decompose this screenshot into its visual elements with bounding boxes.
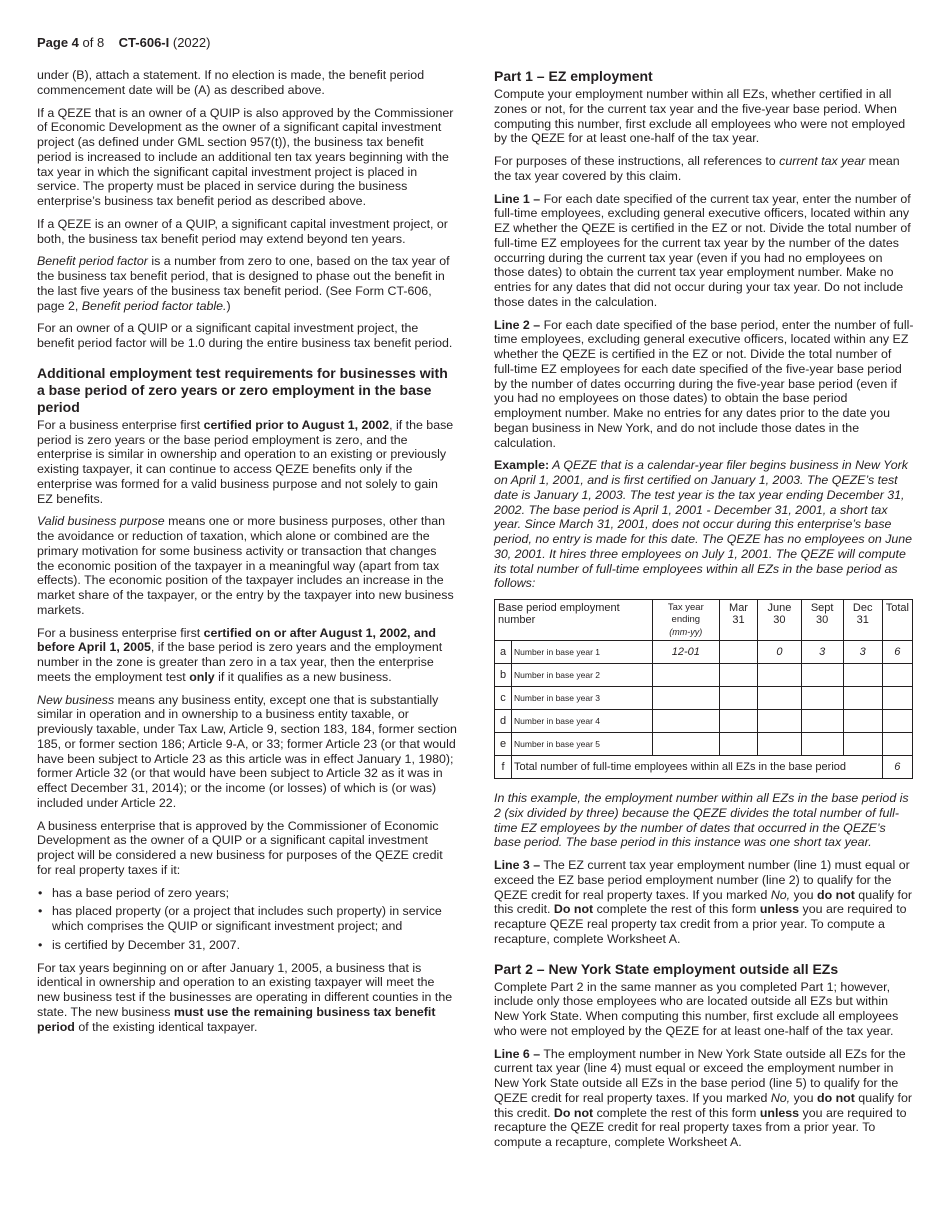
row-letter: f: [495, 756, 512, 779]
text: of the existing identical taxpayer.: [74, 1019, 258, 1034]
cell-dec: [843, 733, 882, 756]
cell-jun: [758, 710, 801, 733]
col-header-tax-year: [652, 600, 719, 641]
paragraph: [494, 858, 914, 947]
bold-text: unless: [759, 1105, 800, 1120]
section-heading: [37, 365, 457, 416]
row-total: 6: [882, 756, 912, 779]
paragraph: [494, 192, 914, 310]
bold-text: Example:: [494, 458, 550, 473]
cell-total: 6: [882, 641, 912, 664]
bold-text: certified prior to August 1, 2002: [203, 417, 390, 432]
form-year: (2022): [169, 35, 211, 50]
cell-mar: [719, 664, 757, 687]
paragraph: [37, 418, 457, 507]
cell-jun: [758, 664, 801, 687]
text: If a QEZE that is an owner of a QUIP is also approved by the Commissioner of Economic Development as the owner of a significant capital investment project (as defined under GML section 957(t)), the business tax benefit period is increased to include an additional ten tax years beginning with the tax year in which the significant capital investment project is placed in service. The property must be placed in service during the business enterprise’s business tax benefit period as described above.: [37, 105, 454, 208]
bold-text: must use the remaining business tax benefit period: [37, 1004, 436, 1034]
table-row: [495, 733, 913, 756]
text: The EZ current tax year employment number (line 1) must equal or exceed the EZ base period employment number (line 2) to qualify for the QEZE credit for real property taxes. If you marked: [494, 858, 910, 902]
table-row: [495, 641, 913, 664]
page-number: Page 4: [37, 35, 79, 50]
paragraph: [37, 514, 457, 617]
paragraph: [494, 87, 914, 146]
text: complete the rest of this form: [593, 902, 760, 917]
row-letter: a: [495, 641, 512, 664]
paragraph: [37, 961, 457, 1035]
paragraph: [37, 106, 457, 209]
cell-tax-year: [652, 733, 719, 756]
col-header-sep: Sept 30: [801, 600, 843, 641]
bold-text: Line 6 –: [494, 1046, 541, 1061]
bullet-item: • is certified by December 31, 2007.: [37, 938, 457, 953]
text: ): [226, 298, 231, 313]
text: complete the rest of this form: [593, 1105, 760, 1120]
text: Compute your employment number within all EZs, whether certified in all zones or not, for the current tax year and the five-year base period. When computing this number, first exclude all employees who were not employed by the QEZE for at least one-half of the tax year.: [494, 87, 906, 146]
cell-jun: 0: [758, 641, 801, 664]
paragraph: [37, 217, 457, 247]
bullet-item: • has a base period of zero years;: [37, 886, 457, 901]
table-row: [495, 664, 913, 687]
text: means one or more business purposes, other than the avoidance or reduction of taxation, which alone or combined are the primary motivation for some business activity or transaction that changes the economic position of the taxpayer in a meaningful way (apart from tax effects). The economic position of the taxpayer includes an increase in the market share of the taxpayer, or the entry by the taxpayer into new business markets.: [37, 514, 454, 617]
text: , if the base period is zero years and the employment number in the zone is greater than zero in a tax year, then the enterprise meets the employment test: [37, 640, 443, 684]
paragraph: [37, 626, 457, 685]
text: mean the tax year covered by this claim.: [494, 154, 900, 183]
row-label: Number in base year 1: [512, 641, 653, 664]
cell-tax-year: [652, 664, 719, 687]
table-row: [495, 710, 913, 733]
text: For purposes of these instructions, all references to: [494, 154, 780, 168]
text: For tax years beginning on or after January 1, 2005, a business that is identical in ownership and operation to an existing taxpayer will meet the new business test if the businesses are operating in different counties in the state. The new business: [37, 960, 453, 1019]
italic-text: A QEZE that is a calendar-year filer begins business in New York on April 1, 2001, and is first certified on January 1, 2003. The QEZE’s test date is January 1, 2003. The test year is the tax year ending December 31, 2002. The base period is April 1, 2001 - December 31, 2001, a short tax year. Since March 31, 2001, does not occur during this enterprise’s base period, no entry is made for this date. The QEZE has no employees on June 30, 2001. It hires three employees on July 1, 2001. The QEZE will compute its total number of full-time employees within all EZs in the base period as follows:: [494, 458, 913, 591]
cell-total: [882, 664, 912, 687]
paragraph: [494, 980, 914, 1039]
cell-dec: [843, 664, 882, 687]
italic-text: Benefit period factor table.: [81, 298, 227, 313]
table-header-row: [495, 600, 913, 641]
cell-total: [882, 687, 912, 710]
text: For an owner of a QUIP or a significant capital investment project, the benefit period factor will be 1.0 during the entire business tax benefit period.: [37, 321, 453, 350]
italic-text: No,: [770, 887, 791, 902]
table-total-row: [495, 756, 913, 779]
row-label: Number in base year 3: [512, 687, 653, 710]
italic-text: current tax year: [779, 154, 866, 168]
bold-text: Line 2 –: [494, 317, 541, 332]
text: Part 1 – EZ employment: [494, 68, 653, 84]
row-label: Number in base year 4: [512, 710, 653, 733]
text: if it qualifies as a new business.: [214, 669, 392, 684]
tax-year-format: (mm-yy): [669, 627, 703, 637]
text: For each date specified of the base period, enter the number of full-time employees, excluding general executive officers, located within any EZ whether the QEZE is certified in the EZ or not. Divide the total number of full-time EZ employees for each date specified of the five-year base period by the number of dates occurring during the five-year base period (even if you had no employees on those dates) to obtain the base period employment number. Make no entries for any dates prior to the date you began business in New York, and do not include those dates in the calculation.: [494, 317, 914, 450]
cell-sep: [801, 710, 843, 733]
cell-sep: [801, 733, 843, 756]
paragraph: [494, 154, 914, 184]
paragraph: [494, 458, 914, 591]
col-header-mar: Mar 31: [719, 600, 757, 641]
form-number: CT-606-I: [118, 35, 170, 50]
cell-mar: [719, 687, 757, 710]
bold-text: certified on or after August 1, 2002, and before April 1, 2005: [37, 625, 436, 655]
row-label: Total number of full-time employees within all EZs in the base period: [512, 756, 883, 779]
text: means any business entity, except one that is substantially similar in operation and in ownership to a business entity taxable, or previously taxable, under Tax Law, Article 9, section 183, 184, former section 185, or former section 186; Article 9-A, or 33; former Article 23 (or that would have been subject to Article 23 as this article was in effect January 1, 1980); former Article 32 (or that would have been subject to Article 32 as it was in effect December 31, 2014); or the income (or losses) of which is (or was) included under Article 22.: [37, 692, 457, 810]
cell-total: [882, 733, 912, 756]
cell-dec: [843, 687, 882, 710]
row-letter: c: [495, 687, 512, 710]
tax-year-label: Tax year ending: [667, 602, 704, 625]
cell-total: [882, 710, 912, 733]
section-heading: [494, 68, 914, 85]
paragraph: [37, 693, 457, 811]
cell-jun: [758, 733, 801, 756]
table-row: [495, 687, 913, 710]
base-period-employment-table: [494, 599, 913, 779]
row-letter: e: [495, 733, 512, 756]
col-header-jun: June 30: [758, 600, 801, 641]
row-label: Number in base year 2: [512, 664, 653, 687]
cell-dec: 3: [843, 641, 882, 664]
cell-sep: [801, 664, 843, 687]
text: qualify for this credit.: [494, 1090, 913, 1120]
bold-text: Do not: [553, 902, 594, 917]
bold-text: do not: [817, 887, 855, 902]
text: For a business enterprise first: [37, 625, 204, 640]
cell-mar: [719, 641, 757, 664]
bold-text: Line 3 –: [494, 858, 541, 872]
cell-sep: 3: [801, 641, 843, 664]
text: For each date specified of the current tax year, enter the number of full-time employees, excluding general executive officers, located within any EZ whether the QEZE is certified in the EZ or not. Divide the total number of full-time EZ employees for the current tax year by the number of the dates occurring during the current tax year (even if you had no employees on those dates) to obtain the current tax year employment number. Make no entries for any dates that did not occur during your tax year. Do not include those dates in the calculation.: [494, 191, 911, 309]
bold-text: unless: [759, 902, 800, 917]
cell-dec: [843, 710, 882, 733]
text: If a QEZE is an owner of a QUIP, a significant capital investment project, or both, the business tax benefit period may extend beyond ten years.: [37, 216, 448, 246]
paragraph: [494, 318, 914, 451]
bullet-list: [37, 886, 457, 953]
col-header-dec: Dec 31: [843, 600, 882, 641]
text: A business enterprise that is approved by the Commissioner of Economic Development as the owner of a QUIP or a significant capital investment project will be considered a new business for purposes of the QEZE credit for real property taxes if it:: [37, 818, 443, 877]
text: Additional employment test requirements for businesses with a base period of zero years or zero employment in the base period: [37, 364, 448, 415]
italic-text: In this example, the employment number within all EZs in the base period is 2 (six divided by three) because the QEZE divides the total number of full-time EZ employees by the number of dates that occurred in the QEZE’s base period. The base period in this instance was one short tax year.: [494, 791, 909, 850]
right-column-top: [494, 68, 914, 591]
bold-text: only: [189, 669, 215, 684]
paragraph: [37, 68, 457, 98]
row-label: Number in base year 5: [512, 733, 653, 756]
paragraph: [37, 254, 457, 313]
text: you: [790, 1090, 818, 1105]
text: For a business enterprise first: [37, 417, 204, 432]
text: you are required to recapture the QEZE credit for real property taxes from a prior year. To compute a recapture, complete Worksheet A.: [494, 1105, 907, 1149]
paragraph: [494, 791, 914, 850]
cell-sep: [801, 687, 843, 710]
italic-text: Benefit period factor: [37, 254, 148, 269]
text: The employment number in New York State outside all EZs for the current tax year (line 4) must equal or exceed the employment number in New York State outside all EZs in the base period (line 5) to qualify for the QEZE credit for real property taxes. If you marked: [494, 1046, 906, 1105]
col-header-total: Total: [882, 600, 912, 641]
text: under (B), attach a statement. If no election is made, the benefit period commencement date will be (A) as described above.: [37, 68, 425, 97]
paragraph: [37, 819, 457, 878]
right-column-bottom: [494, 791, 914, 1150]
text: you: [790, 887, 818, 902]
text: Part 2 – New York State employment outside all EZs: [494, 960, 839, 977]
section-heading: [494, 961, 914, 978]
row-letter: b: [495, 664, 512, 687]
paragraph: [494, 1047, 914, 1150]
text: Complete Part 2 in the same manner as you completed Part 1; however, include only those employees who are located outside all EZs but within New York State. When computing this number, first exclude all employees who were not employed by the QEZE for at least one-half of the tax year.: [494, 979, 899, 1038]
text: you are required to recapture QEZE real property tax credit from a prior year. To compute a recapture, complete Worksheet A.: [494, 902, 907, 946]
cell-jun: [758, 687, 801, 710]
cell-tax-year: [652, 687, 719, 710]
italic-text: No,: [770, 1090, 791, 1105]
left-column: [37, 68, 457, 1042]
bullet-item: • has placed property (or a project that includes such property) in service which comprises the QUIP or significant investment project; and: [37, 904, 457, 934]
cell-mar: [719, 710, 757, 733]
page-header: [37, 36, 210, 51]
text: qualify for this credit.: [494, 887, 913, 917]
text: , if the base period is zero years or the base period employment is zero, and the enterprise is similar in ownership and operation to an existing or previously existing taxpayer, it can continue to access QEZE benefits only if the enterprise was formed for a valid business purpose and not solely to gain EZ benefits.: [37, 417, 454, 506]
col-header-label: Base period employment number: [495, 600, 653, 641]
cell-mar: [719, 733, 757, 756]
bold-text: Line 1 –: [494, 191, 541, 206]
italic-text: Valid business purpose: [37, 514, 165, 529]
paragraph: [37, 321, 457, 351]
row-letter: d: [495, 710, 512, 733]
page-count: of 8: [78, 35, 105, 50]
bold-text: do not: [817, 1090, 855, 1105]
cell-tax-year: 12-01: [652, 641, 719, 664]
bold-text: Do not: [553, 1105, 594, 1120]
cell-tax-year: [652, 710, 719, 733]
italic-text: New business: [37, 692, 115, 707]
text: is a number from zero to one, based on the tax year of the business tax benefit period, that is designed to phase out the benefit in the last five years of the business tax benefit period. (See Form CT-606, page 2,: [37, 254, 450, 313]
right-column: [494, 68, 914, 1158]
